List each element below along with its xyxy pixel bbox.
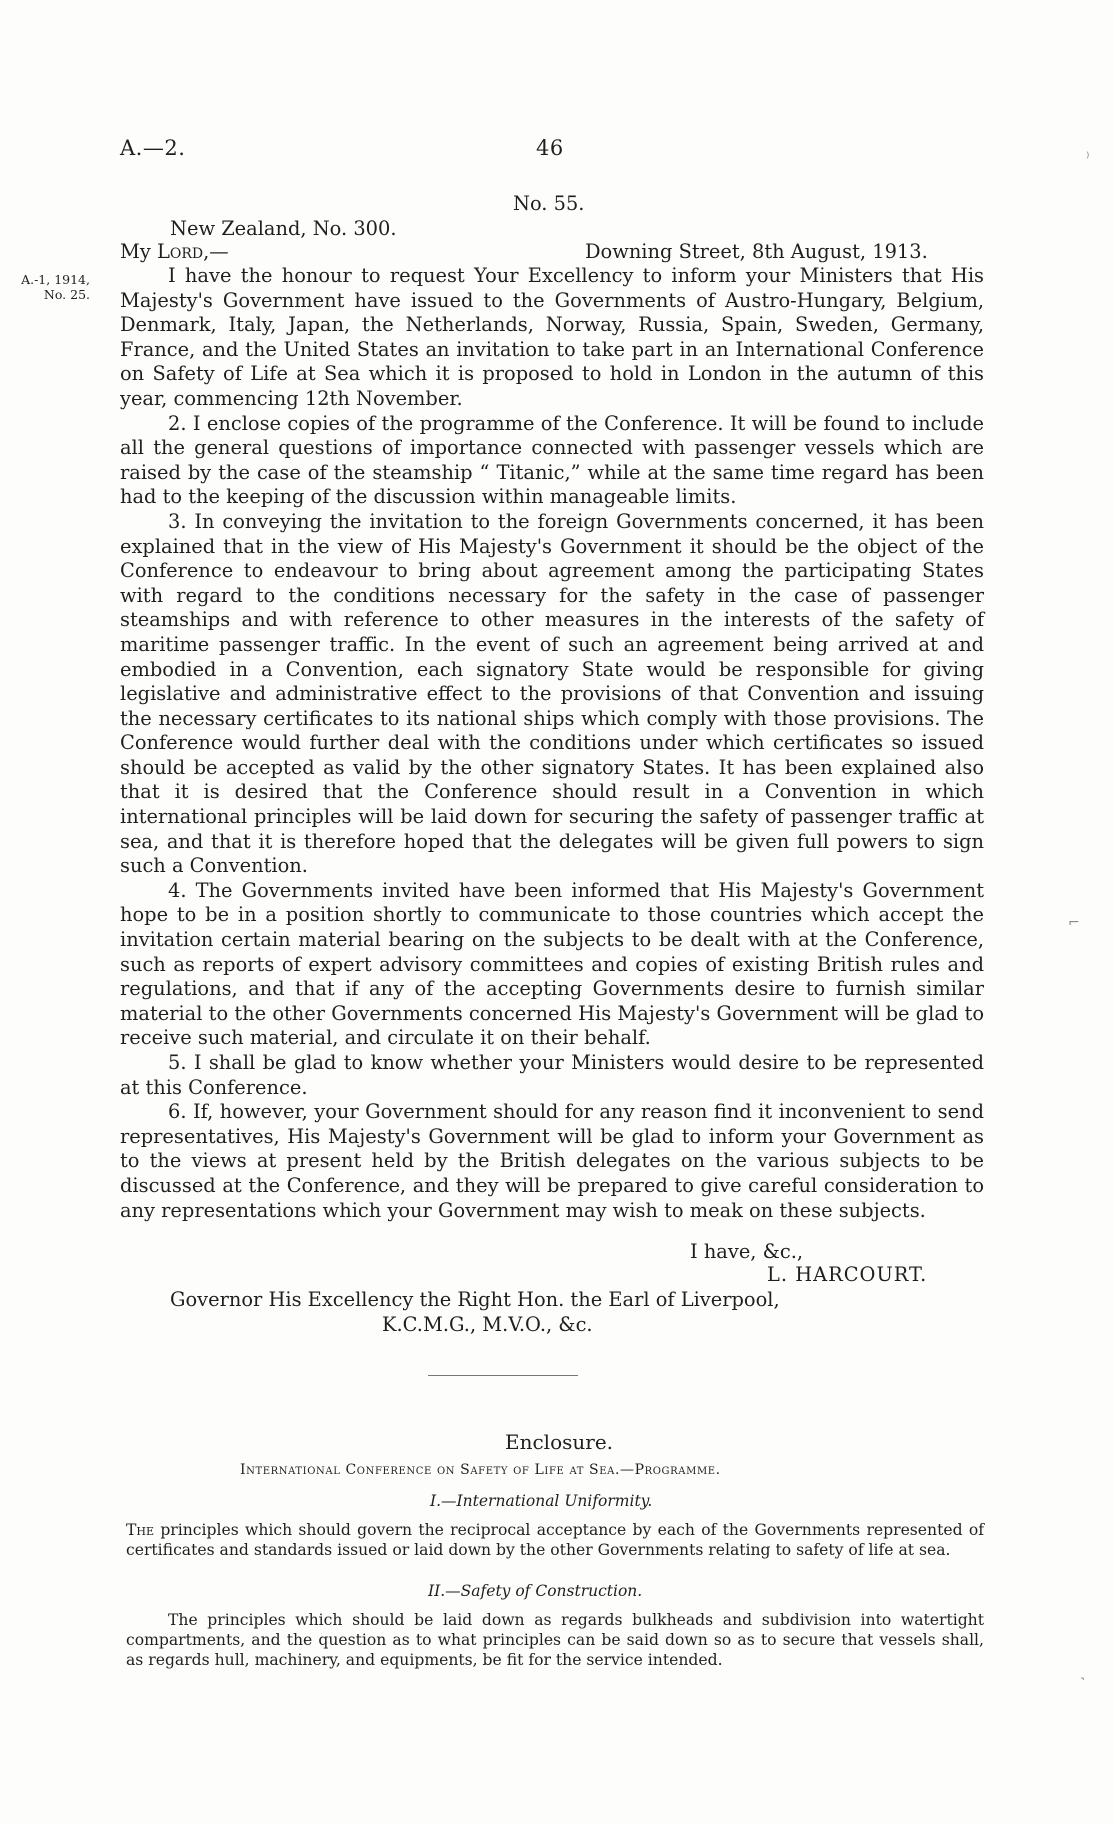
section-2-body: The principles which should be laid down as regards bulkheads and subdivision into watertight compartments, and the question as to what principles can be said down so as to secure that vessels shall, as regards hull, machinery, and equipments, be fit for the service intended. [126, 1611, 984, 1669]
paragraph-2: 2. I enclose copies of the programme of the Conference. It will be found to include all the general questions of importance connected with passenger vessels which are raised by the case of the steamship “ Titanic,” while at the same time regard has been had to the keeping of the discussion within manageable limits. [120, 411, 984, 509]
paragraph-1: I have the honour to request Your Excellency to inform your Ministers that His Majesty's Government have issued to the Governments of Austro-Hungary, Belgium, Denmark, Italy, Japan, the Netherlands, Norway, Russia, Spain, Sweden, Germany, France, and the United States an invitation to take part in an International Conference on Safety of Life at Sea which it is proposed to hold in London in the autumn of this year, commencing 12th November. [120, 264, 984, 410]
page-number: 46 [536, 136, 564, 160]
letter-body [120, 264, 984, 1223]
document-series: A.—2. [120, 136, 186, 160]
paragraph-4: 4. The Governments invited have been informed that His Majesty's Government hope to be in a position shortly to communicate to those countries which accept the invitation certain material bearing on the subjects to be dealt with at the Conference, such as reports of expert advisory committees and copies of existing British rules and regulations, and that if any of the accepting Governments desire to furnish similar material to the other Governments concerned His Majesty's Government will be glad to receive such material, and circulate it on their behalf. [120, 878, 984, 1050]
margin-reference-line1: A.-1, 1914, [21, 272, 90, 287]
addressee-line-2: K.C.M.G., M.V.O., &c. [382, 1313, 593, 1336]
salutation-my: My [120, 240, 151, 263]
scan-mark-top: ⁾ [1086, 150, 1090, 166]
section-1-text [126, 1520, 984, 1560]
scan-mark-bottom: ˺ [1080, 1676, 1085, 1692]
section-divider [428, 1375, 578, 1376]
paragraph-6: 6. If, however, your Government should for any reason find it inconvenient to send representatives, His Majesty's Government will be glad to inform your Government as to the views at present held by the British delegates on the various subjects to be discussed at the Conference, and they will be prepared to give careful consideration to any representations which your Government may wish to meak on these subjects. [120, 1100, 984, 1222]
closing: I have, &c., [690, 1240, 804, 1263]
letter-number: No. 55. [513, 192, 585, 215]
scan-mark-middle: ⌐ [1068, 915, 1080, 931]
recipient-reference: New Zealand, No. 300. [170, 217, 397, 240]
enclosure-subtitle: International Conference on Safety of Life at Sea.—Programme. [240, 1462, 721, 1478]
enclosure-title: Enclosure. [505, 1430, 614, 1454]
salutation [120, 240, 229, 263]
margin-reference [4, 272, 90, 302]
section-2-text [126, 1610, 984, 1670]
section-1-body: principles which should govern the reciprocal acceptance by each of the Governments represented of certificates and standards issued or laid down by the other Governments relating to safety of life at sea. [126, 1521, 984, 1559]
addressee-line-1: Governor His Excellency the Right Hon. the Earl of Liverpool, [170, 1288, 780, 1311]
salutation-dash: ,— [203, 240, 229, 263]
section-1-lead: The [126, 1521, 155, 1539]
place-date: Downing Street, 8th August, 1913. [585, 240, 928, 263]
signature: L. HARCOURT. [767, 1263, 928, 1286]
paragraph-5: 5. I shall be glad to know whether your Ministers would desire to be represented at this Conference. [120, 1051, 984, 1099]
section-2-heading: II.—Safety of Construction. [428, 1582, 643, 1600]
section-1-heading: I.—International Uniformity. [430, 1492, 653, 1510]
paragraph-3: 3. In conveying the invitation to the foreign Governments concerned, it has been explained that in the view of His Majesty's Government it should be the object of the Conference to endeavour to bring about agreement among the participating States with regard to the conditions necessary for the safety in the case of passenger steamships and with reference to other measures in the interests of the safety of maritime passenger traffic. In the event of such an agreement being arrived at and embodied in a Convention, each signatory State would be responsible for giving legislative and administrative effect to the provisions of that Convention and issuing the necessary certificates to its national ships which comply with those provisions. The Conference would further deal with the conditions under which certificates so issued should be accepted as valid by the other signatory States. It has been explained also that it is desired that the Conference should result in a Convention in which international principles will be laid down for securing the safety of passenger traffic at sea, and that it is therefore hoped that the delegates will be given full powers to sign such a Convention. [120, 509, 984, 878]
salutation-lord: Lord [156, 240, 204, 263]
margin-reference-line2: No. 25. [43, 287, 90, 302]
